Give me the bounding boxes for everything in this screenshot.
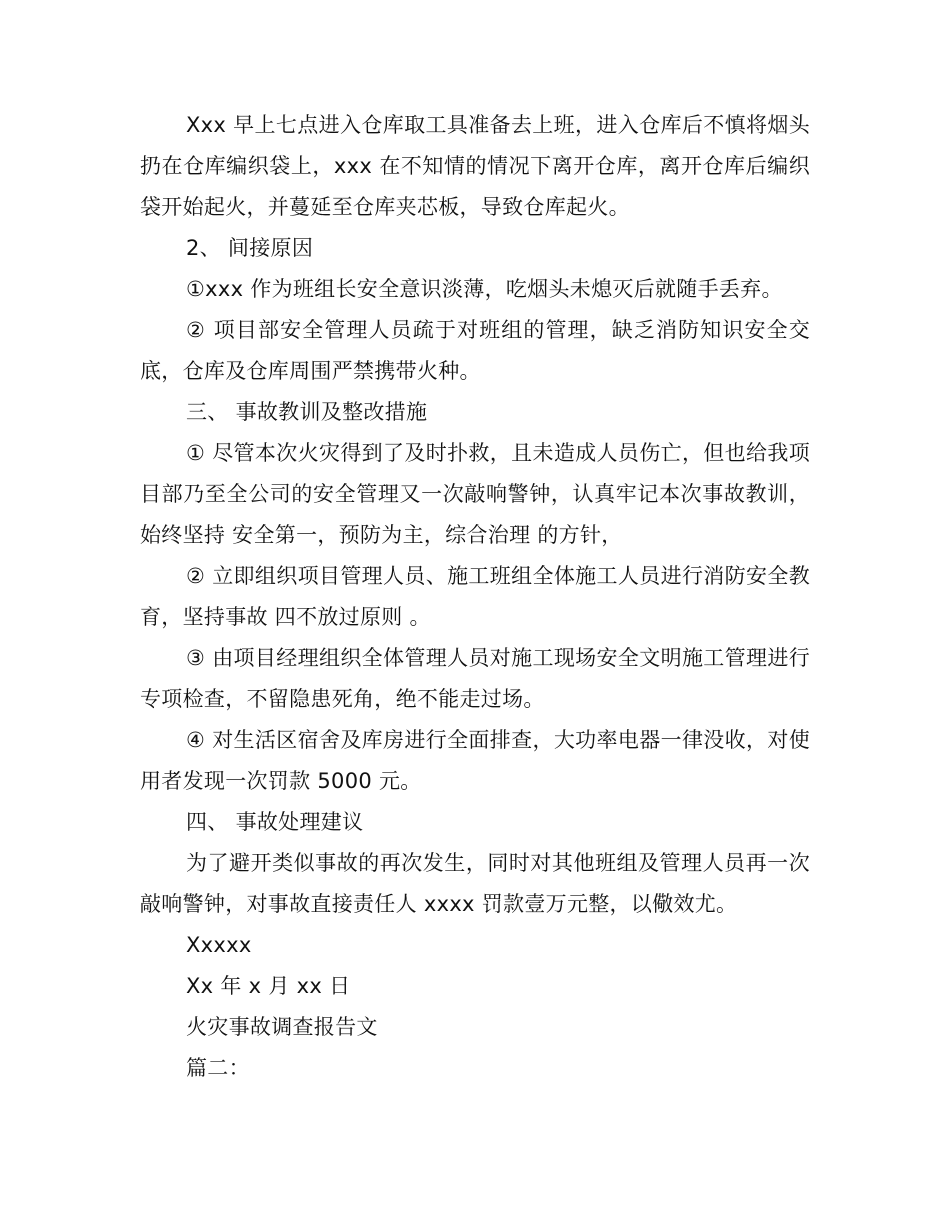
document-body bbox=[140, 105, 810, 1089]
signature-date: Xx 年 x 月 xx 日 bbox=[186, 974, 351, 998]
paragraph-measure-4: ④ 对生活区宿舍及库房进行全面排查，大功率电器一律没收，对使用者发现一次罚款 5000 元。 bbox=[140, 728, 810, 793]
section-label: 篇二： bbox=[186, 1056, 250, 1080]
paragraph-measure-3: ③ 由项目经理组织全体管理人员对施工现场安全文明施工管理进行专项检查，不留隐患死角，绝不能走过场。 bbox=[140, 646, 810, 711]
paragraph-handling: 为了避开类似事故的再次发生，同时对其他班组及管理人员再一次敲响警钟，对事故直接责任人 xxxx 罚款壹万元整，以儆效尤。 bbox=[140, 851, 810, 916]
heading-handling-suggestion: 四、 事故处理建议 bbox=[186, 810, 364, 834]
signature-name: Xxxxx bbox=[186, 933, 252, 957]
paragraph-measure-1: ① 尽管本次火灾得到了及时扑救，且未造成人员伤亡，但也给我项目部乃至全公司的安全管理又一次敲响警钟，认真牢记本次事故教训，始终坚持 安全第一，预防为主，综合治理 的方针， bbox=[140, 441, 810, 547]
paragraph-measure-2: ② 立即组织项目管理人员、施工班组全体施工人员进行消防安全教育，坚持事故 四不放过原则 。 bbox=[140, 564, 810, 629]
paragraph-direct-cause: Xxx 早上七点进入仓库取工具准备去上班，进入仓库后不慎将烟头扔在仓库编织袋上，xxx 在不知情的情况下离开仓库，离开仓库后编织袋开始起火，并蔓延至仓库夹芯板，导致仓库起火。 bbox=[140, 113, 810, 219]
paragraph-cause-2: ② 项目部安全管理人员疏于对班组的管理，缺乏消防知识安全交底，仓库及仓库周围严禁携带火种。 bbox=[140, 318, 810, 383]
next-article-title: 火灾事故调查报告文 bbox=[186, 1015, 378, 1039]
heading-lessons: 三、 事故教训及整改措施 bbox=[186, 400, 428, 424]
paragraph-cause-1: ①xxx 作为班组长安全意识淡薄，吃烟头未熄灭后就随手丢弃。 bbox=[186, 277, 783, 301]
heading-indirect-cause: 2、 间接原因 bbox=[186, 236, 314, 260]
